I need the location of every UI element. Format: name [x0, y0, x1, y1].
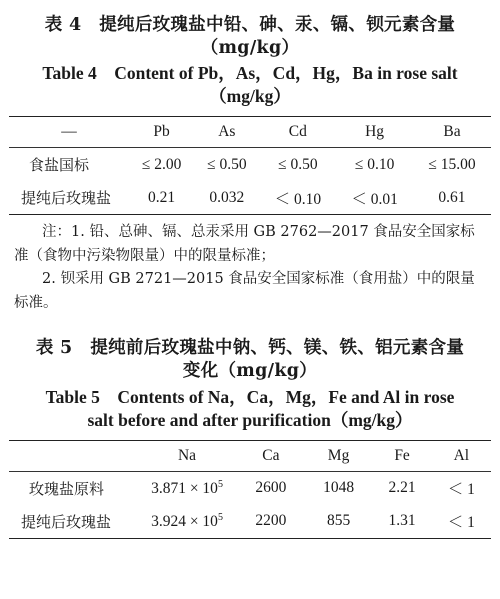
table-cell: ≤ 0.50 — [278, 155, 318, 173]
table4-header-cell: As — [194, 117, 259, 148]
table-row — [9, 181, 491, 215]
table5 — [9, 440, 491, 539]
table-cell: 2600 — [255, 479, 287, 497]
table-row — [9, 505, 491, 539]
table-cell: ≤ 2.00 — [141, 155, 182, 173]
table5-section — [0, 337, 500, 538]
table-row — [9, 471, 491, 505]
note-2: 2. 钡采用 GB 2721—2015 食品安全国家标准（食用盐）中的限量标准。 — [14, 271, 475, 311]
table-cell: $3.871 \times 10^5$ — [151, 478, 223, 497]
table4-header-cell: Pb — [129, 117, 194, 148]
table-cell: 1048 — [323, 479, 355, 497]
table5-caption-cn: 表 5 提纯前后玫瑰盐中钠、钙、镁、铁、铝元素含量 变化（mg/kg） — [35, 338, 465, 382]
note-1: 注：1. 铅、总砷、镉、总汞采用 GB 2762—2017 食品安全国家标准（食物中污染物限量）中的限量标准； — [14, 224, 475, 264]
table5-header-cell: Na — [137, 440, 237, 471]
table4-header-cell: Cd — [259, 117, 336, 148]
table-cell: ＜ 1 — [447, 514, 475, 532]
table5-header-cell: Ca — [237, 440, 305, 471]
row-label: 提纯后玫瑰盐 — [21, 189, 112, 208]
table-cell: ≤ 0.50 — [207, 155, 247, 173]
table4-caption-en: Table 4 Content of Pb，As，Cd，Hg，Ba in rose salt （mg/kg） — [42, 63, 458, 107]
table4-caption-cn: 表 4 提纯后玫瑰盐中铅、砷、汞、镉、钡元素含量 （mg/kg） — [44, 15, 456, 59]
table-row — [9, 148, 491, 182]
row-label: 提纯后玫瑰盐 — [21, 512, 112, 531]
table-cell: 2200 — [255, 512, 287, 530]
table-cell: 2.21 — [388, 479, 416, 497]
table-cell: 0.61 — [438, 188, 466, 206]
table5-header-cell: Mg — [305, 440, 373, 471]
table4-notes — [14, 221, 486, 315]
table-cell: 855 — [326, 512, 351, 530]
table5-header-row — [9, 440, 491, 471]
table-cell: ≤ 15.00 — [428, 155, 476, 173]
table-cell: $3.924 \times 10^5$ — [151, 511, 223, 530]
table4-header-cell: — — [9, 117, 129, 148]
table-cell: ＜ 1 — [447, 481, 475, 499]
table4-header-row — [9, 117, 491, 148]
row-label: 玫瑰盐原料 — [29, 479, 105, 498]
table5-header-cell: Fe — [372, 440, 431, 471]
table-cell: ＜ 0.01 — [351, 190, 398, 208]
table4-header-cell: Ba — [413, 117, 491, 148]
table4 — [9, 116, 491, 215]
table5-caption-en: Table 5 Contents of Na，Ca，Mg，Fe and Al in rose salt before and after purification（mg/kg） — [45, 386, 455, 430]
table-cell: ≤ 0.10 — [354, 155, 395, 173]
table4-header-cell: Hg — [336, 117, 413, 148]
table5-header-cell: Al — [432, 440, 491, 471]
table-cell: 0.032 — [209, 188, 245, 206]
table-cell: 0.21 — [148, 188, 176, 206]
table-cell: 1.31 — [388, 512, 416, 530]
row-label: 食盐国标 — [29, 156, 90, 175]
table5-header-cell — [9, 440, 137, 471]
table-cell: ＜ 0.10 — [274, 190, 322, 208]
